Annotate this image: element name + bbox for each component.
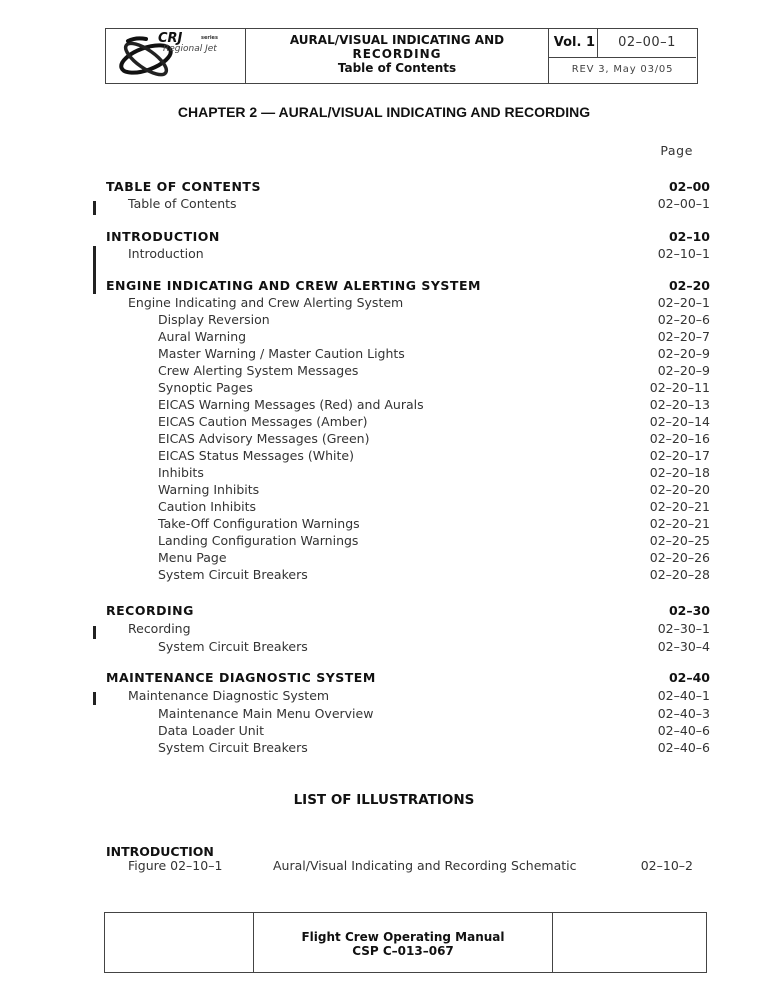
toc-section-page: 02–00 bbox=[668, 179, 710, 194]
toc-section-title: TABLE OF CONTENTS bbox=[106, 179, 261, 194]
toc-entry[interactable] bbox=[0, 705, 768, 722]
toc-entry-page: 02–20–9 bbox=[657, 363, 710, 378]
volume-label: Vol. 1 bbox=[549, 29, 598, 58]
footer-manual-title: Flight Crew Operating Manual bbox=[301, 930, 505, 944]
toc-entry[interactable] bbox=[0, 515, 768, 532]
toc-section-title: RECORDING bbox=[106, 603, 194, 618]
toc-section-page: 02–40 bbox=[668, 670, 710, 685]
toc-entry-page: 02–20–16 bbox=[649, 431, 710, 446]
toc-entry-label: Master Warning / Master Caution Lights bbox=[158, 346, 405, 361]
toc-section-page: 02–30 bbox=[668, 603, 710, 618]
toc-entry-page: 02–20–17 bbox=[649, 448, 710, 463]
toc-entry-page: 02–20–9 bbox=[657, 346, 710, 361]
toc-entry-page: 02–40–6 bbox=[657, 740, 710, 755]
toc-entry[interactable] bbox=[0, 566, 768, 583]
toc-entry-label: Table of Contents bbox=[128, 196, 237, 211]
toc-entry-page: 02–20–13 bbox=[649, 397, 710, 412]
toc-entry[interactable] bbox=[0, 245, 768, 262]
toc-section-heading[interactable] bbox=[0, 228, 768, 245]
toc-entry-page: 02–20–1 bbox=[657, 295, 710, 310]
toc-entry[interactable] bbox=[0, 396, 768, 413]
logo-cell bbox=[106, 29, 246, 83]
toc-entry[interactable] bbox=[0, 430, 768, 447]
toc-entry[interactable] bbox=[0, 328, 768, 345]
toc-section-title: INTRODUCTION bbox=[106, 229, 220, 244]
toc-entry-label: Introduction bbox=[128, 246, 204, 261]
toc-entry[interactable] bbox=[0, 498, 768, 515]
toc-entry-label: EICAS Status Messages (White) bbox=[158, 448, 354, 463]
toc-entry-label: System Circuit Breakers bbox=[158, 639, 308, 654]
toc-entry-label: Synoptic Pages bbox=[158, 380, 253, 395]
toc-entry-label: Menu Page bbox=[158, 550, 227, 565]
page-column-label: Page bbox=[660, 143, 693, 158]
toc-entry-label: Recording bbox=[128, 621, 191, 636]
loi-figure-number[interactable]: Figure 02–10–1 bbox=[128, 858, 223, 873]
footer-right-cell bbox=[553, 913, 706, 972]
toc-entry[interactable] bbox=[0, 638, 768, 655]
toc-entry-page: 02–00–1 bbox=[657, 196, 710, 211]
page-footer bbox=[104, 912, 707, 973]
toc-entry-label: Display Reversion bbox=[158, 312, 270, 327]
footer-left-cell bbox=[105, 913, 254, 972]
toc-section-heading[interactable] bbox=[0, 669, 768, 686]
toc-entry[interactable] bbox=[0, 549, 768, 566]
toc-entry-page: 02–20–14 bbox=[649, 414, 710, 429]
toc-entry-label: Data Loader Unit bbox=[158, 723, 265, 738]
toc-entry[interactable] bbox=[0, 620, 768, 637]
toc-section-heading[interactable] bbox=[0, 602, 768, 619]
toc-entry-label: Maintenance Diagnostic System bbox=[128, 688, 330, 703]
toc-entry-page: 02–20–21 bbox=[649, 499, 710, 514]
toc-entry-page: 02–40–3 bbox=[657, 706, 710, 721]
toc-entry[interactable] bbox=[0, 345, 768, 362]
toc-section-title: MAINTENANCE DIAGNOSTIC SYSTEM bbox=[106, 670, 376, 685]
header-title-line3: Table of Contents bbox=[337, 61, 457, 75]
toc-entry-label: Landing Configuration Warnings bbox=[158, 533, 359, 548]
header-page-number: 02–00–1 bbox=[598, 29, 696, 58]
toc-entry-page: 02–30–1 bbox=[657, 621, 710, 636]
toc-entry-page: 02–20–21 bbox=[649, 516, 710, 531]
toc-entry-label: Take-Off Configuration Warnings bbox=[158, 516, 360, 531]
toc-entry-page: 02–20–25 bbox=[649, 533, 710, 548]
header-title-line1: AURAL/VISUAL INDICATING AND bbox=[289, 33, 505, 47]
page-header bbox=[105, 28, 698, 84]
toc-section-heading[interactable] bbox=[0, 178, 768, 195]
toc-entry-label: EICAS Caution Messages (Amber) bbox=[158, 414, 368, 429]
toc-entry[interactable] bbox=[0, 379, 768, 396]
logo-subtitle: Regional Jet bbox=[163, 44, 217, 54]
loi-figure-description[interactable]: Aural/Visual Indicating and Recording Schematic bbox=[273, 858, 577, 873]
toc-section-page: 02–10 bbox=[668, 229, 710, 244]
toc-entry-page: 02–20–28 bbox=[649, 567, 710, 582]
toc-entry-label: EICAS Advisory Messages (Green) bbox=[158, 431, 370, 446]
loi-title: LIST OF ILLUSTRATIONS bbox=[293, 792, 475, 808]
toc-entry-label: Warning Inhibits bbox=[158, 482, 260, 497]
toc-entry-label: Inhibits bbox=[158, 465, 204, 480]
toc-entry-page: 02–20–20 bbox=[649, 482, 710, 497]
toc-entry-label: Caution Inhibits bbox=[158, 499, 257, 514]
toc-entry[interactable] bbox=[0, 464, 768, 481]
toc-entry-page: 02–20–11 bbox=[649, 380, 710, 395]
toc-entry[interactable] bbox=[0, 362, 768, 379]
toc-entry-page: 02–40–1 bbox=[657, 688, 710, 703]
toc-section-heading[interactable] bbox=[0, 277, 768, 294]
toc-entry-label: EICAS Warning Messages (Red) and Aurals bbox=[158, 397, 424, 412]
toc-entry[interactable] bbox=[0, 722, 768, 739]
toc-entry-label: System Circuit Breakers bbox=[158, 567, 308, 582]
toc-entry-label: Aural Warning bbox=[158, 329, 247, 344]
logo-series: series bbox=[201, 35, 218, 41]
toc-entry-page: 02–20–26 bbox=[649, 550, 710, 565]
toc-entry[interactable] bbox=[0, 739, 768, 756]
logo-brand: CRJ bbox=[158, 31, 183, 46]
loi-section-title: INTRODUCTION bbox=[106, 844, 214, 859]
toc-entry-page: 02–20–18 bbox=[649, 465, 710, 480]
footer-center-cell bbox=[254, 913, 553, 972]
toc-entry-page: 02–10–1 bbox=[657, 246, 710, 261]
header-title-line2: RECORDING bbox=[352, 47, 442, 61]
toc-entry[interactable] bbox=[0, 195, 768, 212]
header-title bbox=[246, 29, 549, 83]
toc-entry[interactable] bbox=[0, 294, 768, 311]
change-bar bbox=[93, 626, 96, 639]
toc-entry-label: Engine Indicating and Crew Alerting System bbox=[128, 295, 404, 310]
toc-entry-label: System Circuit Breakers bbox=[158, 740, 308, 755]
toc-entry[interactable] bbox=[0, 687, 768, 704]
toc-entry[interactable] bbox=[0, 413, 768, 430]
revision-label: REV 3, May 03/05 bbox=[571, 64, 674, 75]
toc-entry[interactable] bbox=[0, 532, 768, 549]
toc-section-page: 02–20 bbox=[668, 278, 710, 293]
loi-figure-page: 02–10–2 bbox=[640, 858, 693, 873]
toc-entry[interactable] bbox=[0, 481, 768, 498]
toc-section-title: ENGINE INDICATING AND CREW ALERTING SYSTEM bbox=[106, 278, 481, 293]
footer-doc-number: CSP C–013–067 bbox=[352, 944, 454, 958]
toc-entry-page: 02–30–4 bbox=[657, 639, 710, 654]
toc-entry[interactable] bbox=[0, 311, 768, 328]
toc-entry-label: Crew Alerting System Messages bbox=[158, 363, 359, 378]
toc-entry[interactable] bbox=[0, 447, 768, 464]
toc-entry-page: 02–20–7 bbox=[657, 329, 710, 344]
toc-entry-label: Maintenance Main Menu Overview bbox=[158, 706, 374, 721]
change-bar bbox=[93, 692, 96, 705]
toc-entry-page: 02–20–6 bbox=[657, 312, 710, 327]
toc-entry-page: 02–40–6 bbox=[657, 723, 710, 738]
chapter-title: CHAPTER 2 — AURAL/VISUAL INDICATING AND RECORDING bbox=[177, 104, 591, 120]
change-bar bbox=[93, 201, 96, 215]
